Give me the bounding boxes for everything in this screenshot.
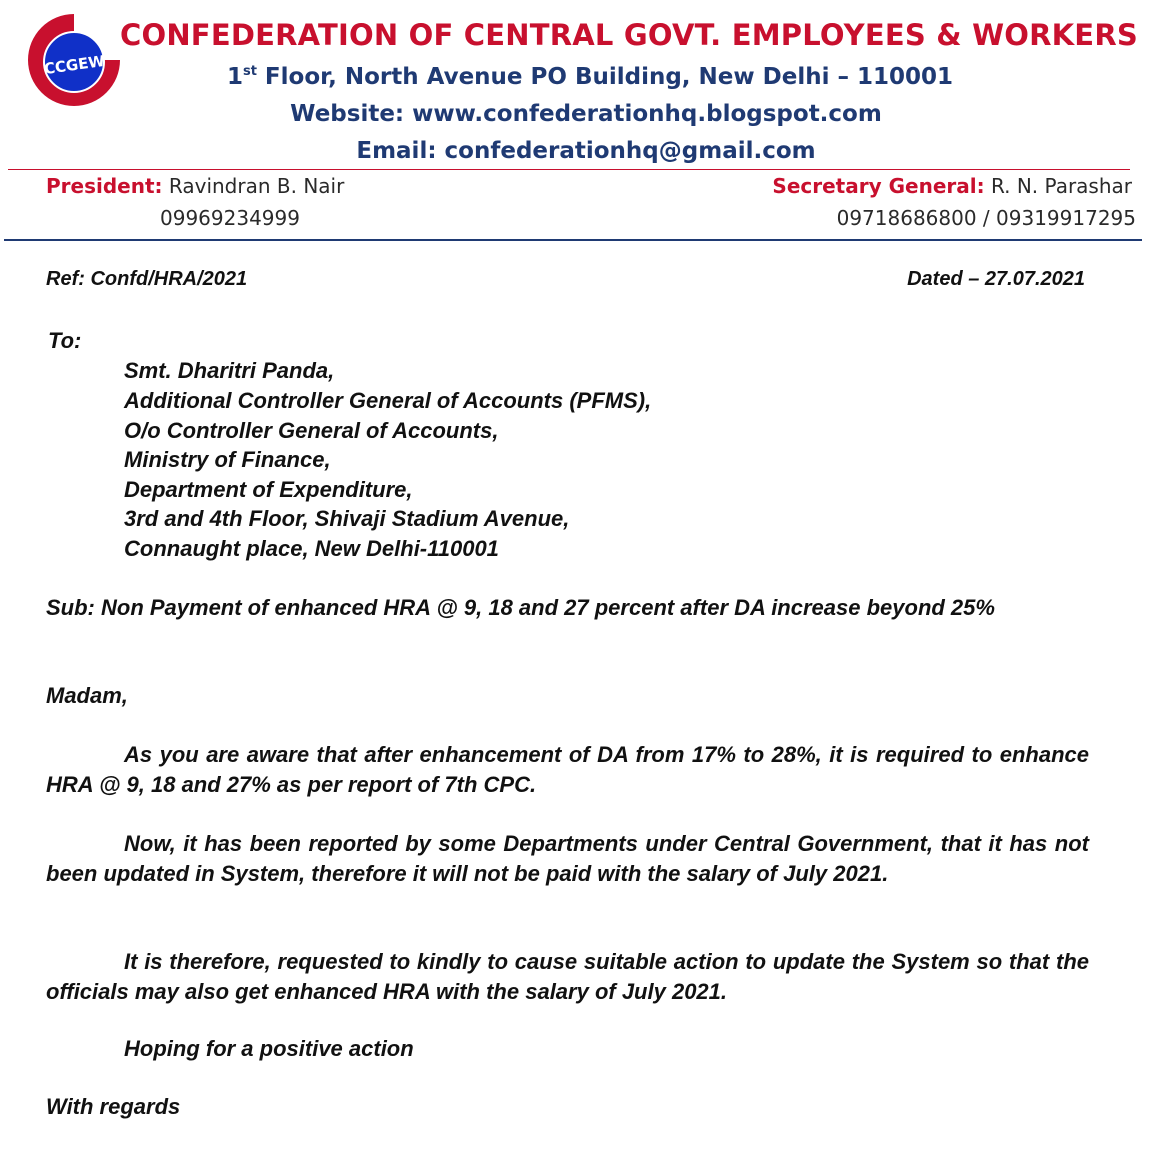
secretary-phone: 09718686800 / 09319917295 [836,206,1136,230]
header-website: Website: www.confederationhq.blogspot.com [290,101,882,127]
address-superscript: st [242,64,257,79]
secretary-role: Secretary General: [772,174,985,198]
ccgew-logo [26,10,122,110]
organization-name: CONFEDERATION OF CENTRAL GOVT. EMPLOYEES & WORKERS [120,18,1138,52]
address-floor: 1 [226,64,243,90]
header-email: Email: confederationhq@gmail.com [356,138,816,164]
addressee-line: Additional Controller General of Accounts (PFMS), [124,388,652,413]
header-address [140,64,1040,90]
addressee-line: Connaught place, New Delhi-110001 [124,536,499,561]
addressee-line: Department of Expenditure, [124,477,413,502]
secretary-name: R. N. Parashar [984,174,1132,198]
header-divider-blue [4,239,1142,241]
president-phone: 09969234999 [160,206,300,230]
addressee-line: Ministry of Finance, [124,447,331,472]
body-paragraph: Now, it has been reported by some Departments under Central Government, that it has not been updated in System, therefore it will not be paid with the salary of July 2021. [46,831,1089,886]
addressee-line: O/o Controller General of Accounts, [124,418,499,443]
header-divider-red [8,169,1130,170]
addressee-line: Smt. Dharitri Panda, [124,358,335,383]
president-role: President: [46,174,163,198]
addressee-line: 3rd and 4th Floor, Shivaji Stadium Avenue, [124,506,570,531]
address-rest: Floor, North Avenue PO Building, New Delhi – 110001 [256,64,954,90]
body-paragraph: Hoping for a positive action [124,1036,414,1061]
president-line [46,174,344,198]
logo-text: CCGEW [42,51,106,79]
salutation: Madam, [46,683,128,708]
to-label: To: [48,328,82,353]
reference-number: Ref: Confd/HRA/2021 [46,268,248,290]
secretary-line [772,174,1132,198]
body-paragraph: It is therefore, requested to kindly to cause suitable action to update the System so that the officials may also get enhanced HRA with the salary of July 2021. [46,949,1089,1004]
letter-date: Dated – 27.07.2021 [907,268,1085,290]
closing: With regards [46,1094,181,1119]
body-paragraph: As you are aware that after enhancement of DA from 17% to 28%, it is required to enhance HRA @ 9, 18 and 27% as per report of 7th CPC. [46,742,1089,797]
subject-line: Sub: Non Payment of enhanced HRA @ 9, 18 and 27 percent after DA increase beyond 25% [46,595,995,620]
president-name: Ravindran B. Nair [162,174,345,198]
